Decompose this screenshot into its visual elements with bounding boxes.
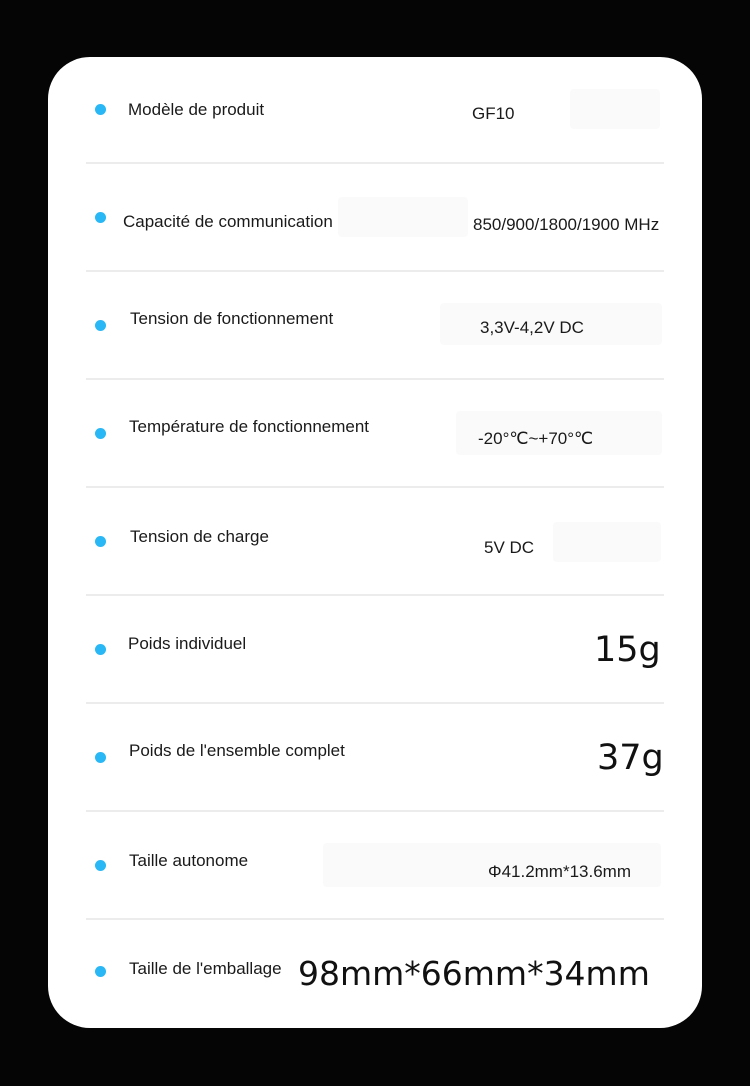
bullet-icon (95, 320, 106, 331)
spec-card (48, 57, 702, 1028)
spec-value-model: GF10 (472, 104, 515, 123)
spec-label-charge-voltage: Tension de charge (130, 527, 269, 546)
spec-value-package-size: 98mm*66mm*34mm (298, 954, 650, 993)
spec-value-standalone-size: Φ41.2mm*13.6mm (488, 862, 631, 881)
bullet-icon (95, 752, 106, 763)
spec-value-set-weight: 37g (597, 738, 664, 778)
bullet-icon (95, 428, 106, 439)
spec-value-charge-voltage: 5V DC (484, 538, 535, 557)
row-divider (86, 270, 664, 272)
bullet-icon (95, 644, 106, 655)
spec-label-unit-weight: Poids individuel (128, 634, 247, 653)
spec-label-model: Modèle de produit (128, 100, 265, 119)
bullet-icon (95, 536, 106, 547)
bullet-icon (95, 212, 106, 223)
row-divider (86, 918, 664, 920)
spec-label-operating-temperature: Température de fonctionnement (129, 417, 370, 436)
spec-value-unit-weight: 15g (594, 630, 661, 670)
background-shade (338, 197, 468, 237)
row-divider (86, 594, 664, 596)
background-shade (553, 522, 661, 562)
background-shade (570, 89, 660, 129)
spec-label-communication: Capacité de communication (123, 212, 333, 231)
spec-label-standalone-size: Taille autonome (129, 851, 249, 870)
spec-value-communication: 850/900/1800/1900 MHz (473, 215, 660, 234)
bullet-icon (95, 966, 106, 977)
row-divider (86, 486, 664, 488)
spec-label-package-size: Taille de l'emballage (129, 959, 282, 978)
spec-label-operating-voltage: Tension de fonctionnement (130, 309, 334, 328)
row-divider (86, 810, 664, 812)
bullet-icon (95, 104, 106, 115)
spec-value-operating-temperature: -20°℃~+70°℃ (478, 429, 594, 448)
bullet-icon (95, 860, 106, 871)
row-divider (86, 162, 664, 164)
spec-label-set-weight: Poids de l'ensemble complet (129, 741, 345, 760)
spec-value-operating-voltage: 3,3V-4,2V DC (480, 318, 584, 337)
row-divider (86, 702, 664, 704)
row-divider (86, 378, 664, 380)
